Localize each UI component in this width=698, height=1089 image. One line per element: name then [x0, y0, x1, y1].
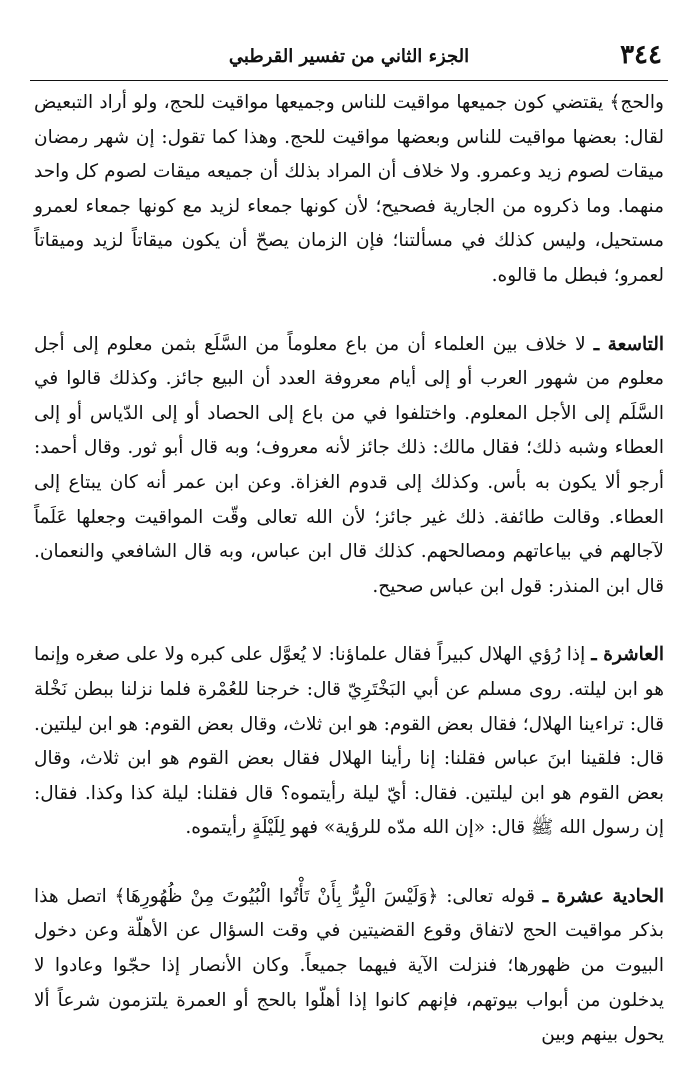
page-header	[30, 40, 668, 80]
paragraph-continuation	[34, 86, 664, 294]
paragraph-ninth	[34, 328, 664, 605]
paragraph-text: قوله تعالى: ﴿وَلَيْسَ الْبِرُّ بِأَنْ تَأْتُوا الْبُيُوتَ مِنْ ظُهُورِهَا﴾ اتصل هذا بذكر مواقيت الحج لاتفاق وقوع القضيتين في وقت السؤال عن الأهلّة وعن دخول البيوت من ظهورها؛ فنزلت الآية فيهما جميعاً. وكان الأنصار إذا حجّوا وعادوا لا يدخلون من أبواب بيوتهم، فإنهم كانوا إذا أهلّوا بالحج أو العمرة يلتزمون شرعاً ألا يحول بينهم وبين	[34, 885, 664, 1046]
paragraph-text: لا خلاف بين العلماء أن من باع معلوماً من السَّلَع بثمن معلوم إلى أجل معلوم من شهور العرب أو إلى أيام معروفة العدد أن البيع جائز. وكذلك قالوا في السَّلَم إلى الأجل المعلوم. واختلفوا في من باع إلى الحصاد أو إلى الدّياس أو إلى العطاء وشبه ذلك؛ فقال مالك: ذلك جائز لأنه معروف؛ وبه قال أبو ثور. وقال أحمد: أرجو ألا يكون به بأس. وكذلك إلى قدوم الغزاة. وعن ابن عمر أنه كان يبتاع إلى العطاء. وقالت طائفة. ذلك غير جائز؛ لأن الله تعالى وقّت المواقيت وجعلها عَلَماً لآجالهم في بياعاتهم ومصالحهم. كذلك قال ابن عباس، وبه قال الشافعي والنعمان. قال ابن المنذر: قول ابن عباس صحيح.	[34, 333, 664, 597]
section-heading: الحادية عشرة ـ	[542, 885, 664, 907]
section-heading: التاسعة ـ	[593, 333, 665, 355]
page-number: ٣٤٤	[620, 40, 662, 70]
header-divider	[30, 80, 668, 81]
section-heading: العاشرة ـ	[591, 644, 664, 666]
page-body	[34, 86, 664, 1053]
paragraph-text: والحج﴾ يقتضي كون جميعها مواقيت للناس وجميعها مواقيت للحج، ولو أراد التبعيض لقال: بعضها مواقيت للناس وبعضها مواقيت للحج. وهذا كما تقول: إن شهر رمضان ميقات لصوم زيد وعمرو. ولا خلاف أن المراد بذلك أن جميعه ميقات لصوم كل واحد منهما. وما ذكروه من الجارية فصحيح؛ لأن كونها جمعاء لزيد مع كونها جمعاء لعمرو مستحيل، وليس كذلك في مسألتنا؛ فإن الزمان يصحّ أن يكون ميقاتاً لزيد وميقاتاً لعمرو؛ فبطل ما قالوه.	[34, 92, 664, 286]
paragraph-tenth	[34, 638, 664, 846]
running-title: الجزء الثاني من تفسير القرطبي	[228, 46, 470, 67]
paragraph-eleventh	[34, 880, 664, 1053]
paragraph-text: إذا رُؤي الهلال كبيراً فقال علماؤنا: لا يُعوَّل على كبره ولا على صغره وإنما هو ابن ليلته. روى مسلم عن أبي البَخْتَرِيّ قال: خرجنا للعُمْرة فلما نزلنا ببطن نَخْلة قال: تراءينا الهلال؛ فقال بعض القوم: هو ابن ثلاث، وقال بعض القوم: هو ابن ليلتين. قال: فلقينا ابنَ عباس فقلنا: إنا رأينا الهلال فقال بعض القوم هو ابن ثلاث، وقال بعض القوم هو ابن ليلتين. فقال: أيّ ليلة رأيتموه؟ قال فقلنا: ليلة كذا وكذا. فقال: إن رسول الله ﷺ قال: «إن الله مدّه للرؤية» فهو لِلَيْلَةٍ رأيتموه.	[34, 644, 664, 839]
